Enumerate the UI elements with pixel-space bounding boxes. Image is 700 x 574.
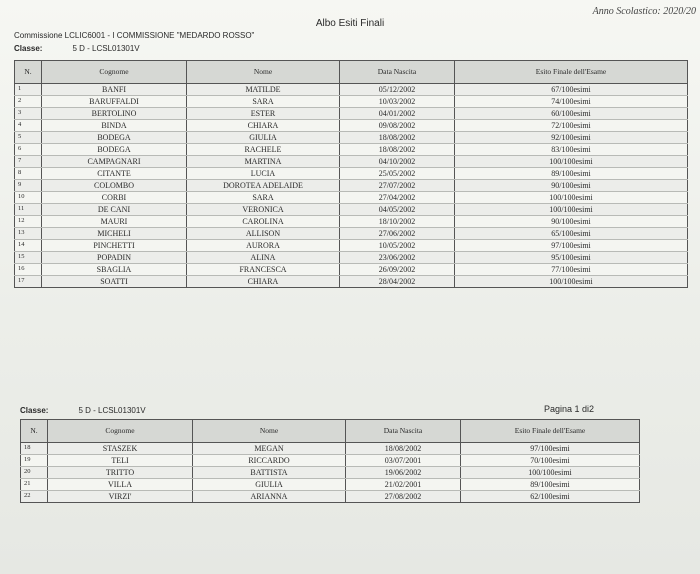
cell-name: CAROLINA <box>187 216 340 228</box>
table-row <box>15 168 688 180</box>
col-header-number: N. <box>15 61 42 84</box>
cell-surname: BODEGA <box>42 144 187 156</box>
cell-name: FRANCESCA <box>187 264 340 276</box>
cell-birthdate: 27/06/2002 <box>340 228 455 240</box>
table-row <box>15 120 688 132</box>
col-header-birthdate: Data Nascita <box>346 420 461 443</box>
cell-birthdate: 19/06/2002 <box>346 467 461 479</box>
table-row <box>21 455 640 467</box>
cell-surname: SBAGLIA <box>42 264 187 276</box>
school-year: Anno Scolastico: 2020/20 <box>592 6 696 17</box>
cell-number: 2 <box>15 96 42 108</box>
cell-birthdate: 23/06/2002 <box>340 252 455 264</box>
table-row <box>21 491 640 503</box>
cell-surname: MICHELI <box>42 228 187 240</box>
cell-surname: SOATTI <box>42 276 187 288</box>
cell-number: 17 <box>15 276 42 288</box>
table-row <box>15 192 688 204</box>
cell-result: 67/100esimi <box>455 84 688 96</box>
cell-surname: BANFI <box>42 84 187 96</box>
col-header-name: Nome <box>193 420 346 443</box>
cell-result: 72/100esimi <box>455 120 688 132</box>
cell-birthdate: 18/10/2002 <box>340 216 455 228</box>
cell-birthdate: 27/04/2002 <box>340 192 455 204</box>
table-row <box>15 204 688 216</box>
cell-result: 70/100esimi <box>461 455 640 467</box>
table-row <box>21 467 640 479</box>
cell-number: 7 <box>15 156 42 168</box>
cell-number: 12 <box>15 216 42 228</box>
cell-result: 65/100esimi <box>455 228 688 240</box>
cell-surname: TRITTO <box>48 467 193 479</box>
table-row <box>15 264 688 276</box>
cell-name: GIULIA <box>187 132 340 144</box>
cell-surname: BINDA <box>42 120 187 132</box>
table-row <box>15 96 688 108</box>
cell-number: 22 <box>21 491 48 503</box>
table-row <box>15 144 688 156</box>
cell-name: DOROTEA ADELAIDE <box>187 180 340 192</box>
table-row <box>15 276 688 288</box>
cell-birthdate: 10/05/2002 <box>340 240 455 252</box>
cell-name: SARA <box>187 192 340 204</box>
cell-result: 100/100esimi <box>461 467 640 479</box>
cell-result: 60/100esimi <box>455 108 688 120</box>
table-row <box>15 252 688 264</box>
page-number: Pagina 1 di2 <box>544 404 595 414</box>
cell-birthdate: 28/04/2002 <box>340 276 455 288</box>
table-body-2 <box>21 443 640 503</box>
cell-result: 100/100esimi <box>455 156 688 168</box>
commission-line: Commissione LCLIC6001 - I COMMISSIONE "MEDARDO ROSSO" <box>14 31 255 40</box>
cell-surname: TELI <box>48 455 193 467</box>
cell-name: SARA <box>187 96 340 108</box>
cell-number: 18 <box>21 443 48 455</box>
cell-name: GIULIA <box>193 479 346 491</box>
cell-number: 20 <box>21 467 48 479</box>
table-body-1 <box>15 84 688 288</box>
cell-surname: CAMPAGNARI <box>42 156 187 168</box>
class-value: 5 D - LCSL01301V <box>78 406 146 415</box>
cell-number: 6 <box>15 144 42 156</box>
cell-birthdate: 25/05/2002 <box>340 168 455 180</box>
cell-surname: CITANTE <box>42 168 187 180</box>
cell-birthdate: 04/10/2002 <box>340 156 455 168</box>
cell-surname: CORBI <box>42 192 187 204</box>
cell-name: AURORA <box>187 240 340 252</box>
cell-name: LUCIA <box>187 168 340 180</box>
cell-number: 10 <box>15 192 42 204</box>
cell-name: BATTISTA <box>193 467 346 479</box>
cell-surname: PINCHETTI <box>42 240 187 252</box>
cell-birthdate: 18/08/2002 <box>340 144 455 156</box>
col-header-number: N. <box>21 420 48 443</box>
table-row <box>15 240 688 252</box>
cell-number: 8 <box>15 168 42 180</box>
cell-result: 83/100esimi <box>455 144 688 156</box>
cell-result: 95/100esimi <box>455 252 688 264</box>
cell-name: MARTINA <box>187 156 340 168</box>
cell-result: 100/100esimi <box>455 204 688 216</box>
table-row <box>15 84 688 96</box>
class-value: 5 D - LCSL01301V <box>72 44 140 53</box>
cell-result: 90/100esimi <box>455 216 688 228</box>
cell-birthdate: 05/12/2002 <box>340 84 455 96</box>
cell-name: ALINA <box>187 252 340 264</box>
cell-name: ESTER <box>187 108 340 120</box>
class-label: Classe: <box>14 44 43 53</box>
cell-surname: BARUFFALDI <box>42 96 187 108</box>
cell-birthdate: 18/08/2002 <box>346 443 461 455</box>
cell-name: VERONICA <box>187 204 340 216</box>
cell-surname: POPADIN <box>42 252 187 264</box>
cell-name: ARIANNA <box>193 491 346 503</box>
cell-birthdate: 03/07/2001 <box>346 455 461 467</box>
cell-number: 19 <box>21 455 48 467</box>
cell-number: 4 <box>15 120 42 132</box>
cell-number: 15 <box>15 252 42 264</box>
col-header-surname: Cognome <box>48 420 193 443</box>
cell-name: ALLISON <box>187 228 340 240</box>
cell-surname: VIRZI' <box>48 491 193 503</box>
cell-surname: MAURI <box>42 216 187 228</box>
cell-name: RICCARDO <box>193 455 346 467</box>
col-header-result: Esito Finale dell'Esame <box>455 61 688 84</box>
cell-birthdate: 27/08/2002 <box>346 491 461 503</box>
cell-name: CHIARA <box>187 276 340 288</box>
cell-number: 3 <box>15 108 42 120</box>
cell-birthdate: 04/05/2002 <box>340 204 455 216</box>
cell-name: RACHELE <box>187 144 340 156</box>
table-row <box>15 132 688 144</box>
class-line-1 <box>14 44 140 53</box>
cell-result: 62/100esimi <box>461 491 640 503</box>
cell-surname: STASZEK <box>48 443 193 455</box>
col-header-name: Nome <box>187 61 340 84</box>
cell-number: 5 <box>15 132 42 144</box>
table-header-row <box>21 420 640 443</box>
cell-result: 89/100esimi <box>461 479 640 491</box>
table-row <box>15 156 688 168</box>
document-title: Albo Esiti Finali <box>315 18 385 29</box>
table-row <box>21 479 640 491</box>
table-row <box>15 180 688 192</box>
cell-birthdate: 21/02/2001 <box>346 479 461 491</box>
class-line-2 <box>20 406 146 415</box>
cell-surname: COLOMBO <box>42 180 187 192</box>
cell-birthdate: 18/08/2002 <box>340 132 455 144</box>
cell-number: 9 <box>15 180 42 192</box>
cell-birthdate: 10/03/2002 <box>340 96 455 108</box>
cell-number: 1 <box>15 84 42 96</box>
cell-number: 11 <box>15 204 42 216</box>
table-header-row <box>15 61 688 84</box>
cell-result: 97/100esimi <box>455 240 688 252</box>
cell-surname: DE CANI <box>42 204 187 216</box>
cell-birthdate: 04/01/2002 <box>340 108 455 120</box>
cell-birthdate: 27/07/2002 <box>340 180 455 192</box>
cell-result: 100/100esimi <box>455 276 688 288</box>
cell-result: 100/100esimi <box>455 192 688 204</box>
table-row <box>15 228 688 240</box>
cell-name: CHIARA <box>187 120 340 132</box>
results-table-2 <box>20 419 640 503</box>
table-row <box>21 443 640 455</box>
table-row <box>15 108 688 120</box>
col-header-birthdate: Data Nascita <box>340 61 455 84</box>
cell-name: MEGAN <box>193 443 346 455</box>
cell-number: 16 <box>15 264 42 276</box>
cell-surname: BERTOLINO <box>42 108 187 120</box>
cell-name: MATILDE <box>187 84 340 96</box>
cell-birthdate: 26/09/2002 <box>340 264 455 276</box>
cell-surname: VILLA <box>48 479 193 491</box>
col-header-surname: Cognome <box>42 61 187 84</box>
cell-result: 89/100esimi <box>455 168 688 180</box>
cell-surname: BODEGA <box>42 132 187 144</box>
col-header-result: Esito Finale dell'Esame <box>461 420 640 443</box>
cell-result: 92/100esimi <box>455 132 688 144</box>
class-label: Classe: <box>20 406 49 415</box>
cell-number: 14 <box>15 240 42 252</box>
cell-result: 90/100esimi <box>455 180 688 192</box>
cell-number: 21 <box>21 479 48 491</box>
cell-result: 77/100esimi <box>455 264 688 276</box>
cell-birthdate: 09/08/2002 <box>340 120 455 132</box>
table-row <box>15 216 688 228</box>
results-table-1 <box>14 60 688 288</box>
cell-result: 74/100esimi <box>455 96 688 108</box>
cell-number: 13 <box>15 228 42 240</box>
cell-result: 97/100esimi <box>461 443 640 455</box>
